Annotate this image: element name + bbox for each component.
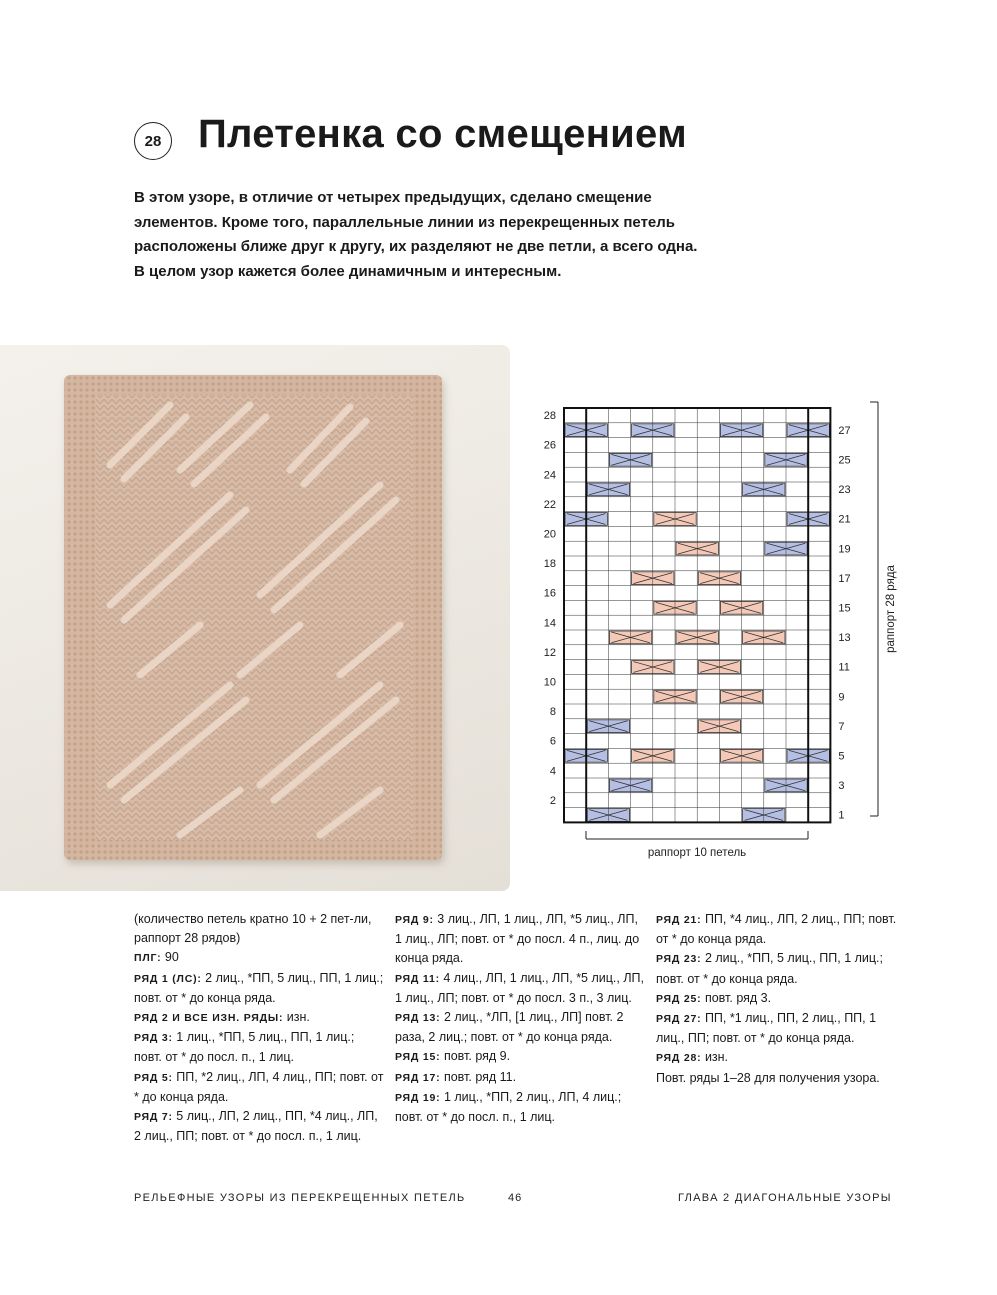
row-label: РЯД 23: — [656, 953, 702, 966]
row-number-right: 21 — [838, 513, 851, 526]
row-repeat-label: раппорт 28 ряда — [885, 565, 897, 653]
pattern-number-badge — [134, 122, 172, 160]
row-number-left: 20 — [543, 528, 556, 541]
row-label: РЯД 2 И ВСЕ ИЗН. РЯДЫ: — [134, 1012, 284, 1025]
instruction-text: изн. — [701, 1050, 729, 1065]
row-label: РЯД 28: — [656, 1052, 702, 1065]
instruction-line — [395, 910, 645, 969]
row-label: РЯД 1 (ЛС): — [134, 972, 202, 985]
row-number-right: 19 — [838, 543, 851, 556]
row-number-right: 23 — [838, 484, 851, 497]
instruction-text: 2 лиц., *ПП, 5 лиц., ПП, 1 лиц.; повт. от * до конца ряда. — [656, 951, 883, 986]
instructions-col-3 — [656, 910, 906, 1088]
row-number-right: 5 — [838, 750, 845, 763]
row-number-right: 17 — [838, 572, 851, 585]
instruction-text: 2 лиц., *ПП, 5 лиц., ПП, 1 лиц.; повт. от * до конца ряда. — [134, 970, 384, 1005]
row-label: РЯД 3: — [134, 1032, 173, 1045]
row-label: РЯД 17: — [395, 1071, 441, 1084]
instruction-text: изн. — [283, 1010, 310, 1025]
row-number-left: 24 — [543, 469, 556, 482]
row-number-left: 4 — [549, 765, 556, 778]
instruction-line — [395, 1008, 645, 1047]
row-number-right: 3 — [838, 780, 845, 793]
instruction-text: 3 лиц., ЛП, 1 лиц., ЛП, *5 лиц., ЛП, 1 лиц., ЛП; повт. от * до посл. 4 п., лиц. до конца ряда. — [395, 912, 640, 966]
instruction-text: 1 лиц., *ПП, 5 лиц., ПП, 1 лиц.; повт. от * до посл. п., 1 лиц. — [134, 1030, 355, 1065]
instruction-text: 5 лиц., ЛП, 2 лиц., ПП, *4 лиц., ЛП, 2 лиц., ПП; повт. от * до посл. п., 1 лиц. — [134, 1109, 378, 1144]
instruction-line — [656, 1048, 906, 1068]
row-number-left: 14 — [543, 617, 556, 630]
row-number-right: 7 — [838, 720, 845, 733]
instruction-text: ПП, *4 лиц., ЛП, 2 лиц., ПП; повт. от * до конца ряда. — [656, 912, 897, 947]
knitting-chart — [530, 390, 897, 880]
footer-section-title: РЕЛЬЕФНЫЕ УЗОРЫ ИЗ ПЕРЕКРЕЩЕННЫХ ПЕТЕЛЬ — [134, 1192, 466, 1204]
instruction-line — [656, 910, 906, 949]
row-label: РЯД 13: — [395, 1012, 441, 1025]
instruction-line — [395, 1088, 645, 1127]
row-repeat-bracket — [870, 402, 878, 816]
instruction-line — [134, 1068, 384, 1107]
instructions-col-2 — [395, 910, 645, 1127]
instruction-line — [134, 948, 384, 968]
instruction-line — [395, 1068, 645, 1088]
instruction-line — [134, 1107, 384, 1146]
row-number-left: 12 — [543, 646, 556, 659]
row-label: РЯД 21: — [656, 914, 702, 926]
row-number-left: 22 — [543, 498, 556, 511]
instruction-text: 2 лиц., *ЛП, [1 лиц., ЛП] повт. 2 раза, 2 лиц.; повт. от * до конца ряда. — [395, 1010, 624, 1045]
instruction-text: повт. ряд 11. — [440, 1069, 517, 1084]
instruction-text: ПП, *2 лиц., ЛП, 4 лиц., ПП; повт. от * до конца ряда. — [134, 1069, 384, 1104]
row-number-right: 1 — [838, 809, 845, 822]
row-number-left: 16 — [543, 587, 556, 600]
row-number-right: 15 — [838, 602, 851, 615]
instruction-text: 90 — [161, 950, 179, 965]
footer-chapter-title: ГЛАВА 2 ДИАГОНАЛЬНЫЕ УЗОРЫ — [678, 1192, 892, 1204]
instruction-text: 4 лиц., ЛП, 1 лиц., ЛП, *5 лиц., ЛП, 1 лиц., ЛП; повт. от * до посл. 3 п., 3 лиц. — [395, 970, 644, 1005]
row-label: ПЛГ: — [134, 952, 162, 965]
instruction-line — [134, 1028, 384, 1067]
instruction-line — [656, 1009, 906, 1048]
row-number-right: 27 — [838, 424, 851, 437]
instruction-line — [395, 1047, 645, 1067]
row-number-left: 26 — [543, 439, 556, 452]
instruction-text: ПП, *1 лиц., ПП, 2 лиц., ПП, 1 лиц., ПП; повт. от * до конца ряда. — [656, 1011, 877, 1046]
page-number: 46 — [508, 1192, 523, 1204]
stitch-repeat-label: раппорт 10 петель — [647, 847, 747, 859]
row-number-left: 6 — [549, 735, 556, 748]
row-number-left: 8 — [549, 706, 556, 719]
intro-paragraph: В этом узоре, в отличие от четырех предыдущих, сделано смещение элементов. Кроме того, параллельные линии из перекрещенных петель расположены ближе друг к другу, их разделяют не две петли, а всего одна. В целом узор кажется более динамичным и интересным. — [134, 189, 698, 280]
row-label: РЯД 25: — [656, 992, 702, 1005]
row-number-left: 2 — [549, 794, 556, 807]
instruction-line — [134, 910, 384, 948]
row-label: РЯД 27: — [656, 1013, 702, 1026]
row-label: РЯД 19: — [395, 1091, 441, 1104]
instruction-line — [656, 949, 906, 988]
instruction-line — [656, 1069, 906, 1088]
row-number-left: 18 — [543, 558, 556, 571]
instruction-line — [134, 1008, 384, 1028]
row-number-right: 13 — [838, 632, 851, 645]
page-title: Плетенка со смещением — [198, 112, 687, 156]
instruction-text: (количество петель кратно 10 + 2 пет-ли, раппорт 28 рядов) — [134, 912, 372, 946]
row-number-left: 10 — [543, 676, 556, 689]
row-label: РЯД 5: — [134, 1071, 173, 1084]
stitch-repeat-bracket — [586, 831, 808, 839]
instruction-line — [134, 969, 384, 1008]
instruction-text: 1 лиц., *ПП, 2 лиц., ЛП, 4 лиц.; повт. от * до посл. п., 1 лиц. — [395, 1089, 622, 1125]
row-label: РЯД 11: — [395, 972, 440, 985]
instruction-line — [395, 969, 645, 1008]
pattern-number: 28 — [144, 132, 162, 150]
instruction-line — [656, 989, 906, 1009]
row-number-right: 11 — [838, 661, 850, 674]
instruction-text: Повт. ряды 1–28 для получения узора. — [656, 1070, 880, 1085]
row-number-right: 25 — [838, 454, 851, 467]
knitted-swatch-image — [0, 345, 510, 891]
row-label: РЯД 15: — [395, 1051, 441, 1064]
knitted-swatch-photo — [0, 345, 510, 891]
row-number-right: 9 — [838, 691, 845, 704]
row-number-left: 28 — [543, 410, 556, 423]
row-label: РЯД 9: — [395, 914, 434, 926]
instruction-text: повт. ряд 3. — [701, 990, 772, 1005]
instructions-col-1 — [134, 910, 384, 1146]
instruction-text: повт. ряд 9. — [440, 1049, 511, 1064]
row-label: РЯД 7: — [134, 1111, 173, 1124]
